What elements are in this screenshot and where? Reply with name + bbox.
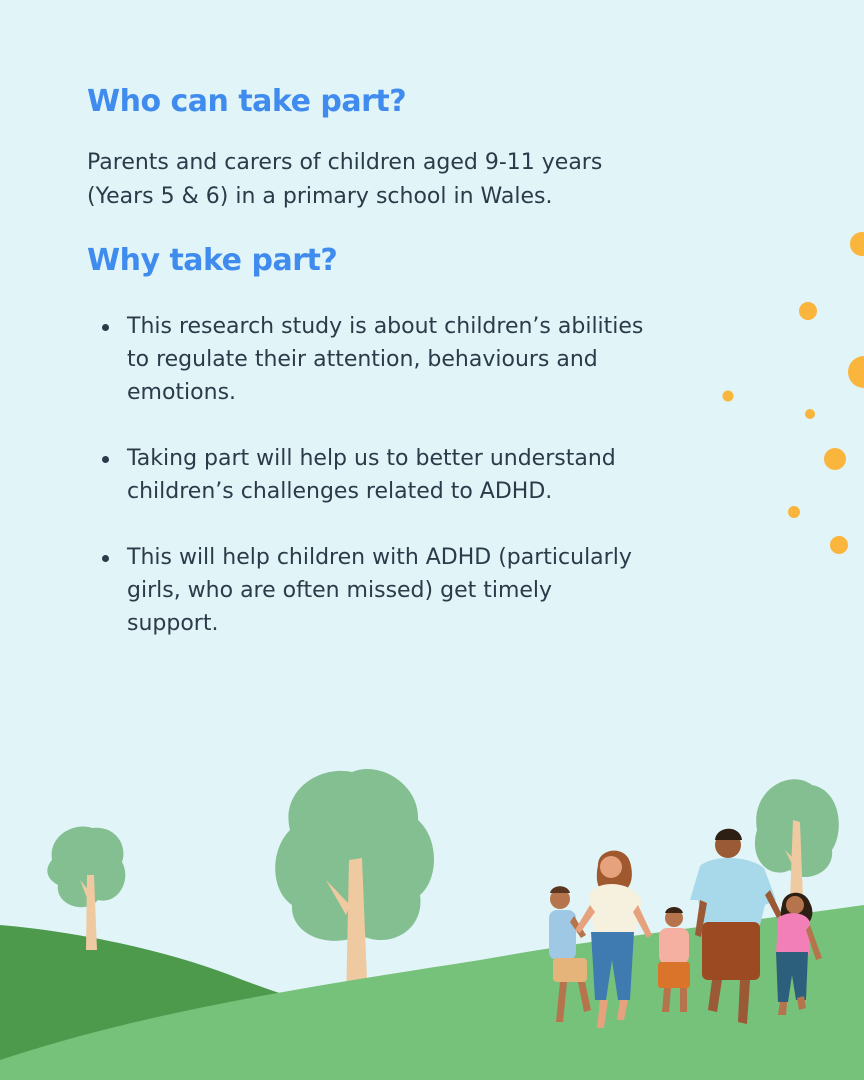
reason-item: Taking part will help us to better understand children’s challenges related to ADHD. — [127, 442, 647, 508]
heading-why-take-part: Why take part? — [87, 243, 338, 278]
tree-left — [47, 827, 125, 950]
heading-who-can-take-part: Who can take part? — [87, 84, 407, 119]
reason-item: This will help children with ADHD (particularly girls, who are often missed) get timely support. — [127, 541, 647, 640]
reason-item: This research study is about children’s abilities to regulate their attention, behaviours and emotions. — [127, 310, 647, 409]
eligibility-text: Parents and carers of children aged 9-11 years (Years 5 & 6) in a primary school in Wales. — [87, 150, 603, 209]
reasons-list — [127, 310, 647, 673]
decorative-dots — [723, 232, 864, 554]
tree-middle — [275, 769, 434, 1005]
